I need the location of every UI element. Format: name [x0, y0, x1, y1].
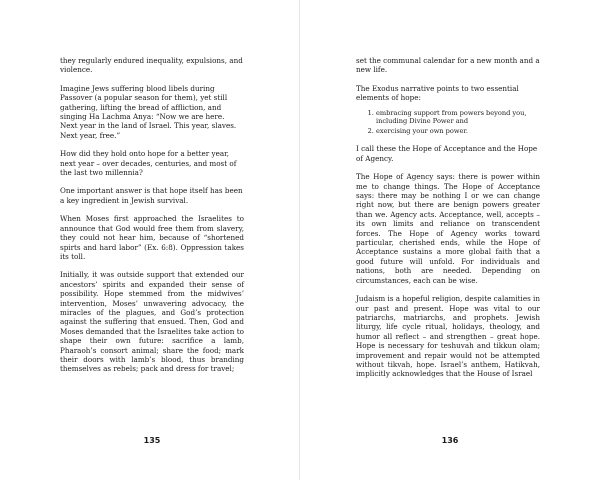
left-paragraph: One important answer is that hope itself has been a key ingredient in Jewish survival.: [60, 186, 243, 205]
right-paragraph: The Exodus narrative points to two essential elements of hope:: [356, 83, 519, 103]
right-paragraph: Judaism is a hopeful religion, despite calamities in our past and present. Hope was vital to our patriarchs, matriarchs, and prophets. Jewish liturgy, life cycle ritual, holidays, theology, and humor all reflect – and strengthen – great hope. Hope is necessary for teshuvah and tikkun olam; improvement and repair would not be attempted without tikvah, hope. Israel’s anthem, Hatikvah, implicitly acknowledges that the House of Israel: [356, 294, 540, 379]
gutter-divider: [299, 0, 300, 480]
right-paragraph: I call these the Hope of Acceptance and the Hope of Agency.: [356, 144, 538, 163]
list-item: 1. embracing support from powers beyond you, including Divine Power and: [376, 109, 540, 126]
right-paragraph: set the communal calendar for a new month and a new life.: [356, 56, 540, 75]
hope-elements-list: [356, 109, 540, 136]
list-item: 2. exercising your own power.: [376, 127, 540, 136]
left-paragraph: Imagine Jews suffering blood libels during Passover (a popular season for them), yet still gathering, lifting the bread of affliction, and singing Ha Lachma Anya: “Now we are here. Next year in the land of Israel. This year, slaves. Next year, free.”: [60, 83, 237, 140]
left-paragraph: When Moses first approached the Israelites to announce that God would free them from slavery, they could not hear him, because of “shortened spirts and hard labor” (Ex. 6:8). Oppression takes its toll.: [60, 214, 244, 261]
right-paragraph: The Hope of Agency says: there is power within me to change things. The Hope of Acceptance says: there may be nothing I or we can change right now, but there are benign powers greater than we. Agency acts. Acceptance, well, accepts – its own limits and reliance on transcendent forces. The Hope of Agency works toward particular, cherished ends, while the Hope of Acceptance sustains a more global faith that a good future will unfold. For individuals and nations, both are needed. Depending on circumstances, each can be wise.: [356, 172, 540, 285]
left-paragraph: How did they hold onto hope for a better year, next year – over decades, centuries, and most of the last two millennia?: [60, 149, 237, 178]
right-page: [356, 56, 540, 388]
left-paragraph: they regularly endured inequality, expulsions, and violence.: [60, 56, 243, 75]
left-page-number: 135: [143, 436, 161, 445]
right-page-number: 136: [441, 436, 459, 445]
left-paragraph: Initially, it was outside support that extended our ancestors’ spirits and expanded their sense of possibility. Hope stemmed from the midwives’ intervention, Moses’ unwavering advocacy, the miracles of the plagues, and God’s protection against the suffering that ensued. Then, God and Moses demanded that the Israelites take action to shape their own future: sacrifice a lamb, Pharaoh’s consort animal; share the food; mark their doors with lamb’s blood, thus branding themselves as rebels; pack and dress for travel;: [60, 270, 244, 374]
left-page: [60, 56, 244, 383]
